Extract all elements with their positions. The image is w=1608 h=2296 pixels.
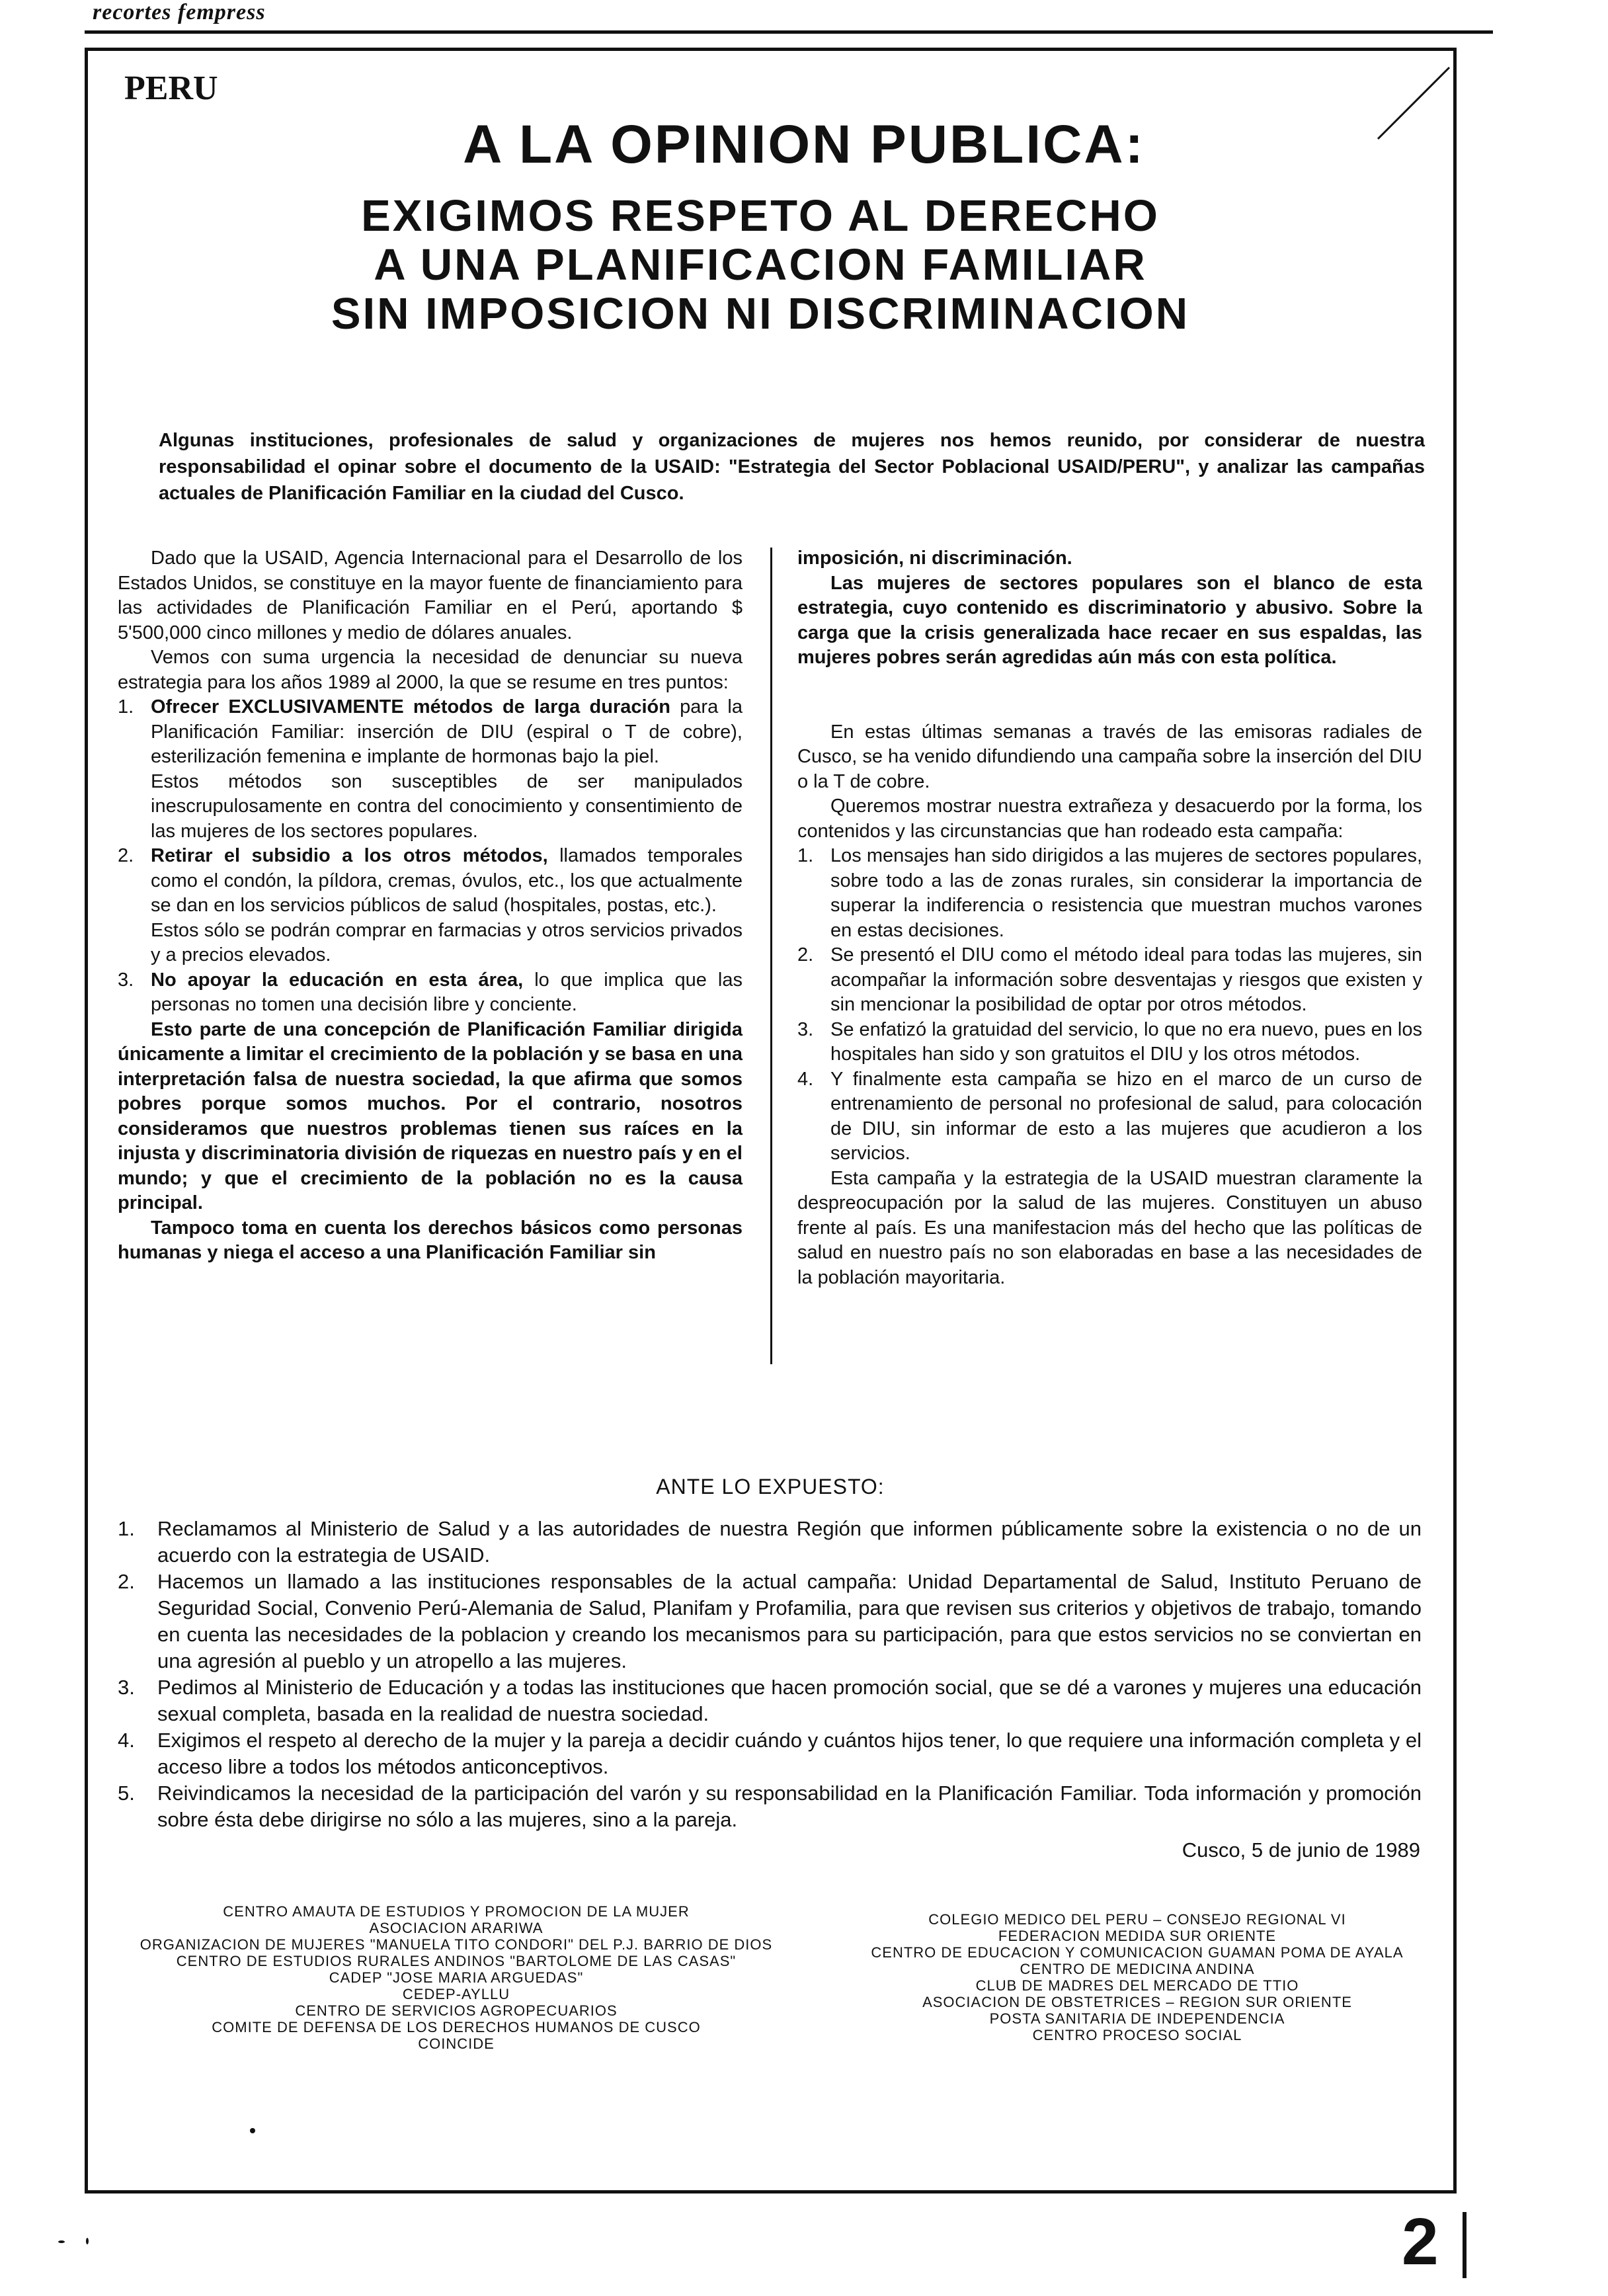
page-number-bar <box>1463 2212 1467 2278</box>
signatory: CENTRO DE MEDICINA ANDINA <box>1020 1961 1255 1977</box>
list-item-text: llamados temporales como el condón, la píldora, cremas, óvulos, etc., los que actualmente se dan en los servicios públicos de salud (hospitales, postas, etc.). <box>151 845 743 916</box>
left-column <box>118 546 743 1266</box>
list-number: 2. <box>797 944 814 965</box>
list-item <box>797 1067 1422 1167</box>
scan-speck <box>250 2128 255 2133</box>
paragraph: Tampoco toma en cuenta los derechos básicos como personas humanas y niega el acceso a una Planificación Familiar sin <box>118 1217 743 1263</box>
signatories-right <box>826 1911 1448 2043</box>
signatory: FEDERACION MEDIDA SUR ORIENTE <box>998 1928 1277 1944</box>
strategy-list <box>118 695 743 1018</box>
signatory: CENTRO DE ESTUDIOS RURALES ANDINOS "BARTOLOME DE LAS CASAS" <box>176 1953 737 1969</box>
list-item-continuation: Estos métodos son susceptibles de ser manipulados inescrupulosamente en contra del conocimiento y consentimiento de las mujeres de los sectores populares. <box>151 770 743 842</box>
paragraph: Vemos con suma urgencia la necesidad de denunciar su nueva estrategia para los años 1989 al 2000, la que se resume en tres puntos: <box>118 647 743 693</box>
paragraph: En estas últimas semanas a través de las emisoras radiales de Cusco, se ha venido difundiendo una campaña sobre la inserción del DIU o la T de cobre. <box>797 721 1422 792</box>
header-rule <box>85 30 1493 34</box>
subtitle-line: SIN IMPOSICION NI DISCRIMINACION <box>331 289 1190 339</box>
list-number: 3. <box>797 1018 814 1040</box>
date-line: Cusco, 5 de junio de 1989 <box>1182 1838 1420 1862</box>
signatory: CLUB DE MADRES DEL MERCADO DE TTIO <box>975 1977 1299 1994</box>
list-item-text: Pedimos al Ministerio de Educación y a todas las instituciones que hacen promoción social, que se dé a varones y mujeres una educación sexual completa, basada en la realidad de nuestra sociedad. <box>157 1676 1422 1725</box>
list-item <box>118 844 743 968</box>
list-item-text: Y finalmente esta campaña se hizo en el marco de un curso de entrenamiento de personal no profesional de salud, para colocación de DIU, sin informar de esto a las mujeres que acudieron a los servicios. <box>830 1068 1422 1164</box>
list-item-text: Reclamamos al Ministerio de Salud y a las autoridades de nuestra Región que informen públicamente sobre la existencia o no de un acuerdo con la estrategia de USAID. <box>157 1517 1422 1567</box>
signatory: CENTRO DE EDUCACION Y COMUNICACION GUAMAN POMA DE AYALA <box>871 1944 1404 1961</box>
signatory: CADEP "JOSE MARIA ARGUEDAS" <box>329 1969 584 1986</box>
subtitle <box>0 192 1521 339</box>
signatory: CENTRO PROCESO SOCIAL <box>1032 2027 1242 2043</box>
list-item-lead: No apoyar la educación en esta área, <box>151 969 524 991</box>
signatory: ASOCIACION DE OBSTETRICES – REGION SUR ORIENTE <box>922 1994 1352 2010</box>
campaign-list <box>797 844 1422 1167</box>
scan-speck <box>58 2240 65 2243</box>
list-number: 2. <box>118 845 134 866</box>
list-item-text: Se presentó el DIU como el método ideal para todas las mujeres, sin acompañar la información sobre desventajas y riesgos que existen y sin mencionar la posibilidad de optar por otros métodos. <box>830 944 1422 1015</box>
signatory: POSTA SANITARIA DE INDEPENDENCIA <box>989 2010 1285 2027</box>
list-item <box>797 1018 1422 1067</box>
signatory: CEDEP-AYLLU <box>402 1986 510 2002</box>
list-item <box>118 1674 1422 1727</box>
list-item-text: Los mensajes han sido dirigidos a las mujeres de sectores populares, sobre todo a las de zonas rurales, sin considerar la importancia de superar la indiferencia o resistencia que muestran muchos varones en estas decisiones. <box>830 845 1422 941</box>
list-item-text: Reivindicamos la necesidad de la participación del varón y su responsabilidad en la Planificación Familiar. Toda información y promoción sobre ésta debe dirigirse no sólo a las mujeres, sino a la pareja. <box>157 1782 1422 1831</box>
list-number: 1. <box>118 696 134 718</box>
demands-list <box>118 1516 1422 1833</box>
list-number: 3. <box>118 1676 135 1699</box>
right-column <box>797 546 1422 1290</box>
signatory: ORGANIZACION DE MUJERES "MANUELA TITO CONDORI" DEL P.J. BARRIO DE DIOS <box>140 1936 773 1953</box>
list-item-text: Exigimos el respeto al derecho de la mujer y la pareja a decidir cuándo y cuántos hijos tener, lo que requiere una información completa y el acceso libre a todos los métodos anticonceptivos. <box>157 1729 1422 1778</box>
signatories-left <box>106 1903 807 2052</box>
list-item-text: para la Planificación Familiar: inserción de DIU (espiral o T de cobre), esterilización femenina e implante de hormonas bajo la piel. <box>151 696 743 767</box>
column-divider <box>770 548 772 1364</box>
list-item-text: Se enfatizó la gratuidad del servicio, lo que no era nuevo, pues en los hospitales han sido y son gratuitos el DIU y los otros métodos. <box>830 1018 1422 1065</box>
list-item-continuation: Estos sólo se podrán comprar en farmacias y otros servicios privados y a precios elevados. <box>151 919 743 965</box>
list-item <box>118 1780 1422 1833</box>
list-item <box>797 844 1422 943</box>
signatory: COMITE DE DEFENSA DE LOS DERECHOS HUMANOS DE CUSCO <box>212 2019 701 2035</box>
ante-heading: ANTE LO EXPUESTO: <box>656 1475 885 1498</box>
list-item <box>118 968 743 1018</box>
paragraph: imposición, ni discriminación. <box>797 548 1072 569</box>
list-item <box>118 1727 1422 1780</box>
signatory: ASOCIACION ARARIWA <box>369 1920 543 1936</box>
signatory: COINCIDE <box>418 2035 495 2052</box>
list-item <box>118 695 743 844</box>
list-number: 1. <box>797 845 814 866</box>
list-number: 5. <box>118 1782 135 1805</box>
paragraph: Dado que la USAID, Agencia Internacional para el Desarrollo de los Estados Unidos, se constituye en la mayor fuente de financiamiento para las actividades de Planificación Familiar en el Perú, aportando $ 5'500,000 cinco millones y medio de dólares anuales. <box>118 548 743 643</box>
intro-paragraph: Algunas instituciones, profesionales de salud y organizaciones de mujeres nos hemos reunido, por considerar de nuestra responsabilidad el opinar sobre el documento de la USAID: "Estrategia del Sector Poblacional USAID/PERU", y analizar las campañas actuales de Planificación Familiar en la ciudad del Cusco. <box>159 430 1425 504</box>
list-number: 2. <box>118 1570 135 1593</box>
list-number: 4. <box>797 1068 814 1090</box>
paragraph: Queremos mostrar nuestra extrañeza y desacuerdo por la forma, los contenidos y las circunstancias que han rodeado esta campaña: <box>797 796 1422 842</box>
list-item <box>118 1516 1422 1569</box>
list-number: 1. <box>118 1517 135 1540</box>
signatory: CENTRO AMAUTA DE ESTUDIOS Y PROMOCION DE LA MUJER <box>223 1903 690 1920</box>
list-item-lead: Retirar el subsidio a los otros métodos, <box>151 845 548 866</box>
publication-label: recortes fempress <box>93 0 266 24</box>
signatory: CENTRO DE SERVICIOS AGROPECUARIOS <box>295 2002 618 2019</box>
page-number: 2 <box>1402 2205 1439 2279</box>
country-label: PERU <box>124 69 218 107</box>
scan-speck <box>86 2238 89 2244</box>
list-item-text: lo que implica que las personas no tomen una decisión libre y conciente. <box>151 969 743 1015</box>
signatory: COLEGIO MEDICO DEL PERU – CONSEJO REGIONAL VI <box>928 1911 1346 1928</box>
list-item-lead: Ofrecer EXCLUSIVAMENTE métodos de larga duración <box>151 696 670 718</box>
paragraph: Esto parte de una concepción de Planificación Familiar dirigida únicamente a limitar el crecimiento de la población y se basa en una interpretación falsa de nuestra sociedad, la que afirma que somos pobres porque somos muchos. Por el contrario, nosotros consideramos que nuestros problemas tienen sus raíces en la injusta y discriminatoria división de riquezas en nuestro país y en el mundo; y que el crecimiento de la población no es la causa principal. <box>118 1018 743 1213</box>
page-title: A LA OPINION PUBLICA: <box>463 114 1145 175</box>
list-item <box>797 943 1422 1018</box>
subtitle-line: EXIGIMOS RESPETO AL DERECHO <box>361 191 1160 241</box>
list-item <box>118 1569 1422 1674</box>
paragraph: Las mujeres de sectores populares son el blanco de esta estrategia, cuyo contenido es discriminatorio y abusivo. Sobre la carga que la crisis generalizada hace recaer en sus espaldas, las mujeres pobres serán agredidas aún más con esta política. <box>797 572 1422 668</box>
paragraph: Esta campaña y la estrategia de la USAID muestran claramente la despreocupación por la salud de las mujeres. Constituyen un abuso frente al país. Es una manifestacion más del hecho que las políticas de salud en nuestro país no son elaboradas en base a las necesidades de la población mayoritaria. <box>797 1167 1422 1288</box>
list-number: 4. <box>118 1729 135 1752</box>
spacer <box>797 671 1422 720</box>
list-item-text: Hacemos un llamado a las instituciones responsables de la actual campaña: Unidad Departamental de Salud, Instituto Peruano de Seguridad Social, Convenio Perú-Alemania de Salud, Planifam y Profamilia, para que revisen sus criterios y objetivos de trabajo, tomando en cuenta las necesidades de la poblacion y creando los mecanismos para su participación, para que estos servicios no se conviertan en una agresión al pueblo y un atropello a las mujeres. <box>157 1570 1422 1672</box>
list-number: 3. <box>118 969 134 991</box>
subtitle-line: A UNA PLANIFICACION FAMILIAR <box>374 240 1147 290</box>
